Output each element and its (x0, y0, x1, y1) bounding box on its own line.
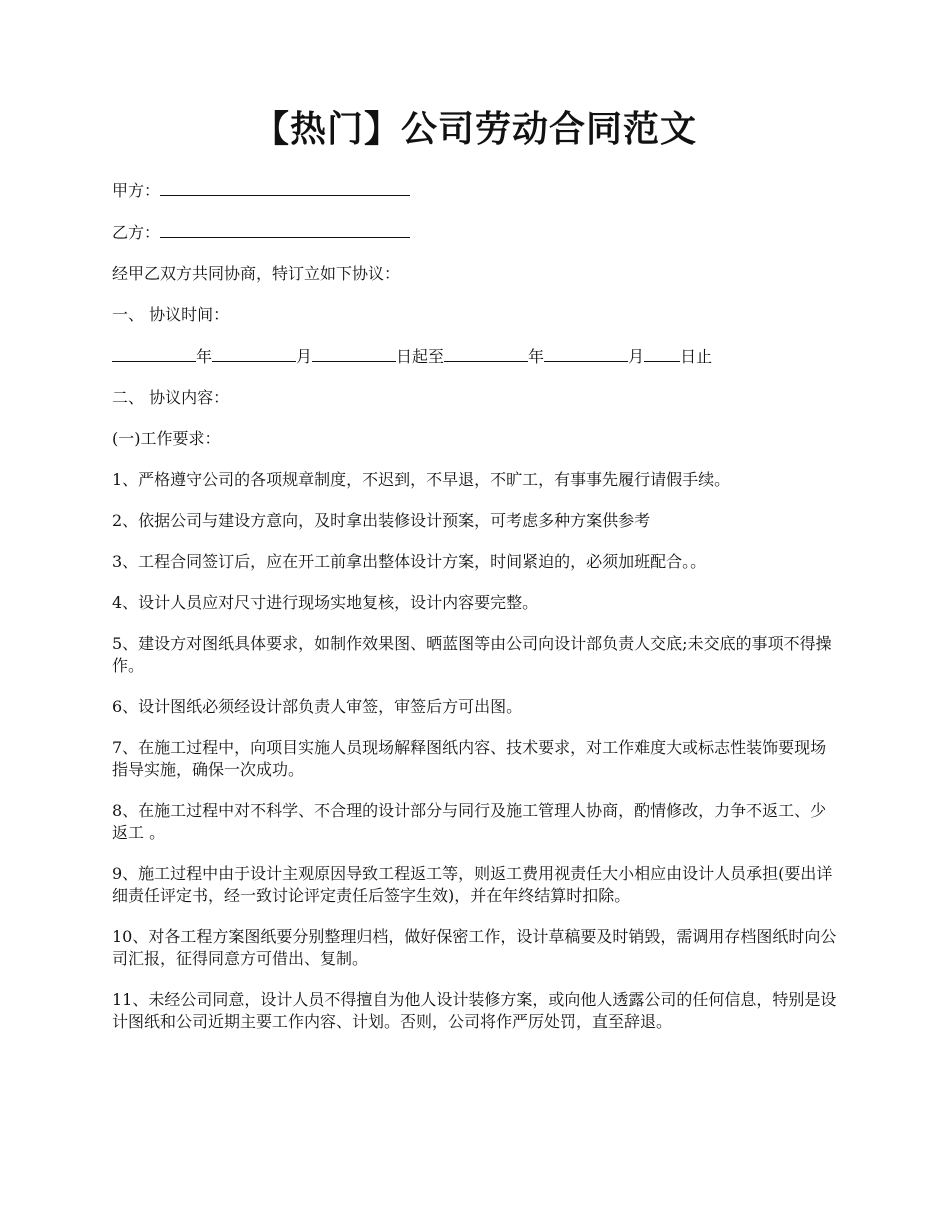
end-day-label: 日止 (680, 347, 713, 367)
start-year-label: 年 (196, 347, 213, 367)
end-month-blank (544, 345, 628, 362)
end-year-label: 年 (528, 347, 545, 367)
clause-item: 6、设计图纸必须经设计部负责人审签，审签后方可出图。 (112, 697, 523, 717)
clause-item: 1、严格遵守公司的各项规章制度，不迟到，不早退，不旷工，有事事先履行请假手续。 (112, 470, 731, 490)
clause-item: 4、设计人员应对尺寸进行现场实地复核，设计内容要完整。 (112, 593, 539, 613)
agreement-date-line (112, 345, 838, 368)
party-b-label: 乙方： (112, 223, 161, 243)
start-year-blank (112, 345, 196, 362)
clause-item: 5、建设方对图纸具体要求，如制作效果图、晒蓝图等由公司向设计部负责人交底;未交底的事项不得操作。 (112, 634, 832, 676)
clause-item: 8、在施工过程中对不科学、不合理的设计部分与同行及施工管理人协商，酌情修改，力争不返工、少返工 。 (112, 801, 827, 843)
start-month-label: 月 (296, 347, 313, 367)
clause-item: 11、未经公司同意，设计人员不得擅自为他人设计装修方案，或向他人透露公司的任何信息，特别是设计图纸和公司近期主要工作内容、计划。否则，公司将作严厉处罚，直至辞退。 (112, 990, 837, 1032)
end-year-blank (444, 345, 528, 362)
party-a-label: 甲方： (112, 181, 161, 201)
intro-text: 经甲乙双方共同协商，特订立如下协议： (112, 264, 401, 284)
subsection1-heading: (一)工作要求： (112, 429, 221, 449)
section1-heading: 一、 协议时间： (112, 305, 230, 325)
start-day-label: 日起至 (396, 347, 445, 367)
clause-item: 9、施工过程中由于设计主观原因导致工程返工等，则返工费用视责任大小相应由设计人员承担(要出详细责任评定书，经一致讨论评定责任后签字生效)，并在年终结算时扣除。 (112, 864, 833, 906)
start-day-blank (312, 345, 396, 362)
party-b-line (112, 221, 838, 244)
clause-item: 3、工程合同签订后，应在开工前拿出整体设计方案，时间紧迫的，必须加班配合。。 (112, 552, 707, 572)
clause-item: 7、在施工过程中，向项目实施人员现场解释图纸内容、技术要求，对工作难度大或标志性装饰要现场指导实施，确保一次成功。 (112, 738, 827, 780)
party-a-line (112, 179, 838, 202)
clause-item: 2、依据公司与建设方意向，及时拿出装修设计预案，可考虑多种方案供参考 (112, 511, 651, 531)
document-title: 【热门】公司劳动合同范文 (252, 108, 697, 150)
end-month-label: 月 (628, 347, 645, 367)
start-month-blank (212, 345, 296, 362)
party-a-blank (160, 179, 410, 196)
party-b-blank (160, 221, 410, 238)
end-day-blank (644, 345, 680, 362)
section2-heading: 二、 协议内容： (112, 388, 230, 408)
clause-item: 10、对各工程方案图纸要分别整理归档，做好保密工作，设计草稿要及时销毁，需调用存档图纸时向公司汇报，征得同意方可借出、复制。 (112, 927, 837, 969)
